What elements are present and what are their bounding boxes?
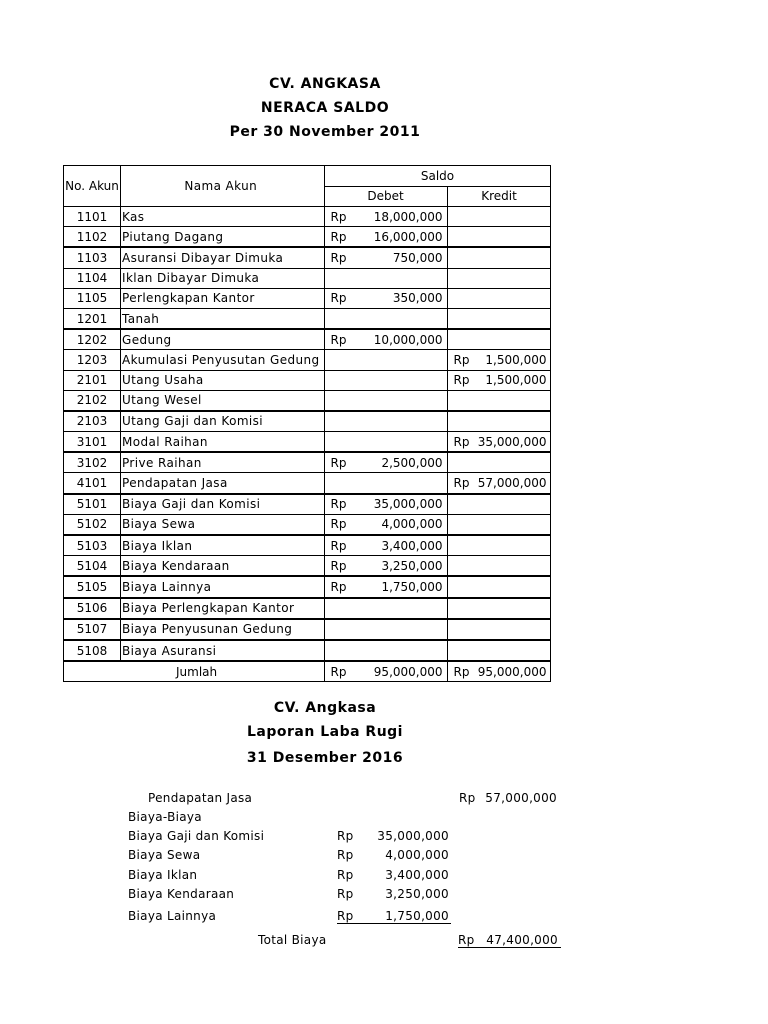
account-name: Kas <box>121 207 325 227</box>
account-number: 5108 <box>64 640 121 661</box>
account-number: 3101 <box>64 432 121 453</box>
table-row <box>64 640 551 661</box>
kredit-currency <box>447 514 469 535</box>
lr-expense-label: Biaya Gaji dan Komisi <box>128 829 265 843</box>
header-nama-akun: Nama Akun <box>121 166 325 207</box>
debet-currency <box>324 390 346 411</box>
account-number: 5105 <box>64 576 121 597</box>
lr-expense-currency: Rp <box>337 829 354 843</box>
account-name: Utang Wesel <box>121 390 325 411</box>
kredit-amount <box>469 619 551 640</box>
report-date: Per 30 November 2011 <box>229 124 421 140</box>
debet-amount <box>347 473 448 494</box>
account-number: 1201 <box>64 308 121 329</box>
lr-expense-header: Biaya-Biaya <box>128 810 202 824</box>
account-number: 5102 <box>64 514 121 535</box>
kredit-currency <box>447 247 469 268</box>
account-number: 1202 <box>64 329 121 350</box>
kredit-currency <box>447 207 469 227</box>
account-number: 5107 <box>64 619 121 640</box>
table-row <box>64 576 551 597</box>
lr-total-amount: 47,400,000 <box>486 933 558 947</box>
kredit-currency: Rp <box>447 350 469 370</box>
debet-currency: Rp <box>324 452 346 473</box>
table-row <box>64 390 551 411</box>
account-number: 1102 <box>64 227 121 248</box>
table-row <box>64 535 551 556</box>
account-number: 2102 <box>64 390 121 411</box>
debet-currency <box>324 308 346 329</box>
kredit-currency <box>447 390 469 411</box>
lr-expense-amount: 1,750,000 <box>385 909 449 923</box>
table-row <box>64 350 551 370</box>
lr-expense-label: Biaya Iklan <box>128 868 198 882</box>
table-row <box>64 514 551 535</box>
kredit-amount: 57,000,000 <box>469 473 551 494</box>
lr-expense-label: Biaya Lainnya <box>128 909 217 923</box>
debet-amount: 35,000,000 <box>347 494 448 515</box>
kredit-currency <box>447 288 469 308</box>
total-label: Jumlah <box>64 661 325 682</box>
debet-currency: Rp <box>324 247 346 268</box>
table-row <box>64 308 551 329</box>
account-number: 1104 <box>64 268 121 288</box>
account-name: Iklan Dibayar Dimuka <box>121 268 325 288</box>
total-debet-amount: 95,000,000 <box>347 661 448 682</box>
kredit-amount: 1,500,000 <box>469 370 551 390</box>
account-name: Utang Gaji dan Komisi <box>121 411 325 432</box>
header-debet: Debet <box>324 186 447 207</box>
debet-amount: 10,000,000 <box>347 329 448 350</box>
debet-amount: 2,500,000 <box>347 452 448 473</box>
debet-amount <box>347 619 448 640</box>
debet-amount: 16,000,000 <box>347 227 448 248</box>
kredit-currency <box>447 619 469 640</box>
total-debet-currency: Rp <box>324 661 346 682</box>
account-name: Pendapatan Jasa <box>121 473 325 494</box>
kredit-amount <box>469 268 551 288</box>
lr-expense-amount: 35,000,000 <box>377 829 449 843</box>
company-title: CV. ANGKASA <box>269 76 381 92</box>
kredit-currency <box>447 308 469 329</box>
table-row <box>64 619 551 640</box>
kredit-currency <box>447 227 469 248</box>
account-number: 1103 <box>64 247 121 268</box>
table-row <box>64 556 551 577</box>
kredit-amount <box>469 329 551 350</box>
debet-amount <box>347 432 448 453</box>
debet-currency <box>324 598 346 619</box>
kredit-amount <box>469 556 551 577</box>
account-name: Biaya Lainnya <box>121 576 325 597</box>
kredit-currency: Rp <box>447 432 469 453</box>
account-name: Biaya Asuransi <box>121 640 325 661</box>
kredit-amount <box>469 308 551 329</box>
account-name: Biaya Penyusunan Gedung <box>121 619 325 640</box>
kredit-currency <box>447 411 469 432</box>
lr-expense-currency: Rp <box>337 887 354 901</box>
debet-currency: Rp <box>324 494 346 515</box>
lr-expense-amount: 3,250,000 <box>385 887 449 901</box>
debet-amount <box>347 268 448 288</box>
account-name: Asuransi Dibayar Dimuka <box>121 247 325 268</box>
debet-currency <box>324 432 346 453</box>
debet-currency: Rp <box>324 556 346 577</box>
account-number: 2101 <box>64 370 121 390</box>
kredit-currency <box>447 494 469 515</box>
kredit-amount <box>469 640 551 661</box>
account-number: 5101 <box>64 494 121 515</box>
lr-company-title: CV. Angkasa <box>273 700 377 716</box>
lr-expense-amount: 4,000,000 <box>385 848 449 862</box>
kredit-currency <box>447 576 469 597</box>
header-kredit: Kredit <box>447 186 551 207</box>
debet-amount: 350,000 <box>347 288 448 308</box>
kredit-amount <box>469 598 551 619</box>
account-number: 5104 <box>64 556 121 577</box>
account-name: Biaya Sewa <box>121 514 325 535</box>
kredit-currency <box>447 535 469 556</box>
kredit-currency <box>447 598 469 619</box>
kredit-amount <box>469 390 551 411</box>
account-number: 1105 <box>64 288 121 308</box>
debet-amount <box>347 411 448 432</box>
lr-expense-label: Biaya Sewa <box>128 848 201 862</box>
debet-currency: Rp <box>324 227 346 248</box>
debet-currency: Rp <box>324 514 346 535</box>
table-row <box>64 268 551 288</box>
account-name: Akumulasi Penyusutan Gedung <box>121 350 325 370</box>
table-row <box>64 207 551 227</box>
kredit-amount <box>469 494 551 515</box>
table-row <box>64 494 551 515</box>
kredit-currency <box>447 268 469 288</box>
debet-currency: Rp <box>324 288 346 308</box>
total-kredit-currency: Rp <box>447 661 469 682</box>
debet-amount: 3,250,000 <box>347 556 448 577</box>
debet-amount <box>347 640 448 661</box>
debet-amount: 4,000,000 <box>347 514 448 535</box>
table-row <box>64 227 551 248</box>
kredit-amount <box>469 411 551 432</box>
lr-total-rp: Rp <box>458 933 561 948</box>
table-row <box>64 329 551 350</box>
table-row <box>64 411 551 432</box>
debet-currency <box>324 268 346 288</box>
account-name: Prive Raihan <box>121 452 325 473</box>
kredit-amount <box>469 514 551 535</box>
debet-currency <box>324 473 346 494</box>
total-row <box>64 661 551 682</box>
debet-currency: Rp <box>324 535 346 556</box>
lr-revenue-amount: 57,000,000 <box>485 791 557 805</box>
lr-report-title: Laporan Laba Rugi <box>247 724 403 740</box>
debet-currency <box>324 640 346 661</box>
account-number: 1203 <box>64 350 121 370</box>
account-name: Biaya Gaji dan Komisi <box>121 494 325 515</box>
trial-balance-table <box>63 165 551 682</box>
lr-revenue-rp: Rp <box>459 791 476 805</box>
account-name: Biaya Kendaraan <box>121 556 325 577</box>
account-name: Modal Raihan <box>121 432 325 453</box>
kredit-amount: 35,000,000 <box>469 432 551 453</box>
table-row <box>64 247 551 268</box>
table-row <box>64 288 551 308</box>
kredit-currency <box>447 640 469 661</box>
debet-currency <box>324 350 346 370</box>
account-number: 2103 <box>64 411 121 432</box>
account-number: 5106 <box>64 598 121 619</box>
table-row <box>64 473 551 494</box>
kredit-currency <box>447 329 469 350</box>
kredit-currency: Rp <box>447 370 469 390</box>
kredit-currency <box>447 452 469 473</box>
header-no-akun: No. Akun <box>64 166 121 207</box>
account-name: Utang Usaha <box>121 370 325 390</box>
table-row <box>64 370 551 390</box>
total-kredit-amount: 95,000,000 <box>469 661 551 682</box>
account-name: Piutang Dagang <box>121 227 325 248</box>
debet-currency: Rp <box>324 329 346 350</box>
debet-amount <box>347 390 448 411</box>
kredit-amount <box>469 227 551 248</box>
lr-expense-amount: 3,400,000 <box>385 868 449 882</box>
lr-expense-currency: Rp <box>337 848 354 862</box>
table-row <box>64 452 551 473</box>
table-row <box>64 598 551 619</box>
account-number: 1101 <box>64 207 121 227</box>
debet-amount: 1,750,000 <box>347 576 448 597</box>
debet-amount <box>347 350 448 370</box>
debet-currency <box>324 370 346 390</box>
kredit-amount: 1,500,000 <box>469 350 551 370</box>
lr-revenue-label: Pendapatan Jasa <box>148 791 253 805</box>
debet-amount <box>347 370 448 390</box>
account-number: 3102 <box>64 452 121 473</box>
report-title: NERACA SALDO <box>260 100 390 116</box>
kredit-amount <box>469 288 551 308</box>
kredit-amount <box>469 247 551 268</box>
kredit-currency <box>447 556 469 577</box>
kredit-amount <box>469 452 551 473</box>
debet-currency: Rp <box>324 207 346 227</box>
lr-expense-label: Biaya Kendaraan <box>128 887 235 901</box>
lr-expense-currency: Rp <box>337 868 354 882</box>
kredit-currency: Rp <box>447 473 469 494</box>
table-row <box>64 432 551 453</box>
debet-currency: Rp <box>324 576 346 597</box>
account-name: Perlengkapan Kantor <box>121 288 325 308</box>
debet-amount: 3,400,000 <box>347 535 448 556</box>
debet-currency <box>324 411 346 432</box>
account-name: Biaya Iklan <box>121 535 325 556</box>
lr-expense-currency: Rp <box>337 909 451 924</box>
lr-report-date: 31 Desember 2016 <box>246 750 404 766</box>
account-number: 4101 <box>64 473 121 494</box>
account-name: Tanah <box>121 308 325 329</box>
account-number: 5103 <box>64 535 121 556</box>
account-name: Gedung <box>121 329 325 350</box>
lr-total-label: Total Biaya <box>258 933 327 947</box>
debet-currency <box>324 619 346 640</box>
kredit-amount <box>469 535 551 556</box>
debet-amount: 18,000,000 <box>347 207 448 227</box>
table-header-row <box>64 166 551 187</box>
debet-amount <box>347 308 448 329</box>
header-saldo: Saldo <box>324 166 551 187</box>
debet-amount: 750,000 <box>347 247 448 268</box>
account-name: Biaya Perlengkapan Kantor <box>121 598 325 619</box>
kredit-amount <box>469 207 551 227</box>
debet-amount <box>347 598 448 619</box>
kredit-amount <box>469 576 551 597</box>
